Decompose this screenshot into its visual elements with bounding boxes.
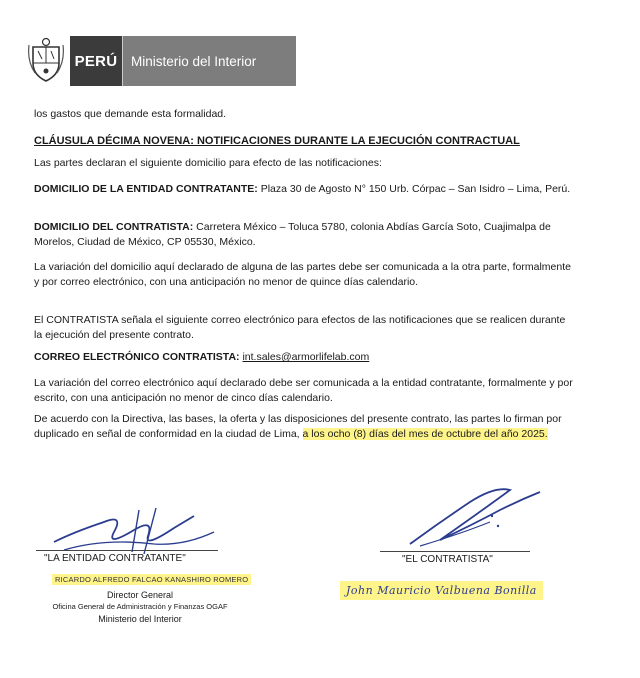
entity-domicile-label: DOMICILIO DE LA ENTIDAD CONTRATANTE: <box>34 183 258 195</box>
email-change-clause: La variación del correo electrónico aquí declarado debe ser comunicada a la entidad contratante, formalmente y por escrito, con una anticipación no menor de cinco días calendario. <box>34 377 573 404</box>
contractor-label: "EL CONTRATISTA" <box>402 554 493 565</box>
domicile-change-clause: La variación del domicilio aquí declarado de alguna de las partes debe ser comunicada a la otra parte, formalmente y por correo electrónico, con una anticipación no menor de quince días calendario. <box>34 261 571 288</box>
entity-label: "LA ENTIDAD CONTRATANTE" <box>44 553 186 564</box>
email-label: CORREO ELECTRÓNICO CONTRATISTA: <box>34 351 240 363</box>
clause-title: CLÁUSULA DÉCIMA NOVENA: NOTIFICACIONES DURANTE LA EJECUCIÓN CONTRACTUAL <box>34 135 520 147</box>
ministry-header <box>26 36 296 86</box>
contractor-domicile <box>34 220 574 250</box>
contractor-signature <box>400 482 550 552</box>
contractor-signature-line <box>380 551 530 552</box>
closing-text: De acuerdo con la Directiva, las bases, la oferta y las disposiciones del presente contrato, las partes lo firman por duplicado en señal de conformidad en la ciudad de Lima, <box>34 413 562 440</box>
email-link[interactable]: int.sales@armorlifelab.com <box>242 351 370 363</box>
entity-domicile <box>34 182 574 197</box>
country-label: PERÚ <box>70 36 122 86</box>
closing-paragraph <box>34 412 574 442</box>
contractor-signer-name: John Mauricio Valbuena Bonilla <box>340 581 543 600</box>
ministry-label: Ministerio del Interior <box>122 36 296 86</box>
entity-signer-office: Oficina General de Administración y Finanzas OGAF <box>52 602 228 611</box>
entity-signature-line <box>36 550 218 551</box>
entity-signer-name: RICARDO ALFREDO FALCAO KANASHIRO ROMERO <box>52 574 251 585</box>
entity-domicile-value: Plaza 30 de Agosto N° 150 Urb. Córpac – San Isidro – Lima, Perú. <box>260 183 571 195</box>
closing-date: a los ocho (8) días del mes de octubre del año 2025. <box>302 428 548 440</box>
notifications-intro: Las partes declaran el siguiente domicilio para efecto de las notificaciones: <box>34 157 382 169</box>
email-notice: El CONTRATISTA señala el siguiente correo electrónico para efectos de las notificaciones que se realicen durante la ejecución del presente contrato. <box>34 314 566 341</box>
contractor-domicile-label: DOMICILIO DEL CONTRATISTA: <box>34 221 194 233</box>
entity-signer-role: Director General <box>106 590 174 600</box>
opening-line: los gastos que demande esta formalidad. <box>34 108 227 120</box>
entity-signature <box>44 502 224 560</box>
coat-of-arms-icon <box>26 36 66 84</box>
contractor-email <box>34 350 574 365</box>
contractor-domicile-value: Carretera México – Toluca 5780, colonia Abdías García Soto, Cuajimalpa de Morelos, Ciudad de México, CP 05530, México. <box>34 221 551 248</box>
entity-signer-ministry: Ministerio del Interior <box>98 614 182 624</box>
